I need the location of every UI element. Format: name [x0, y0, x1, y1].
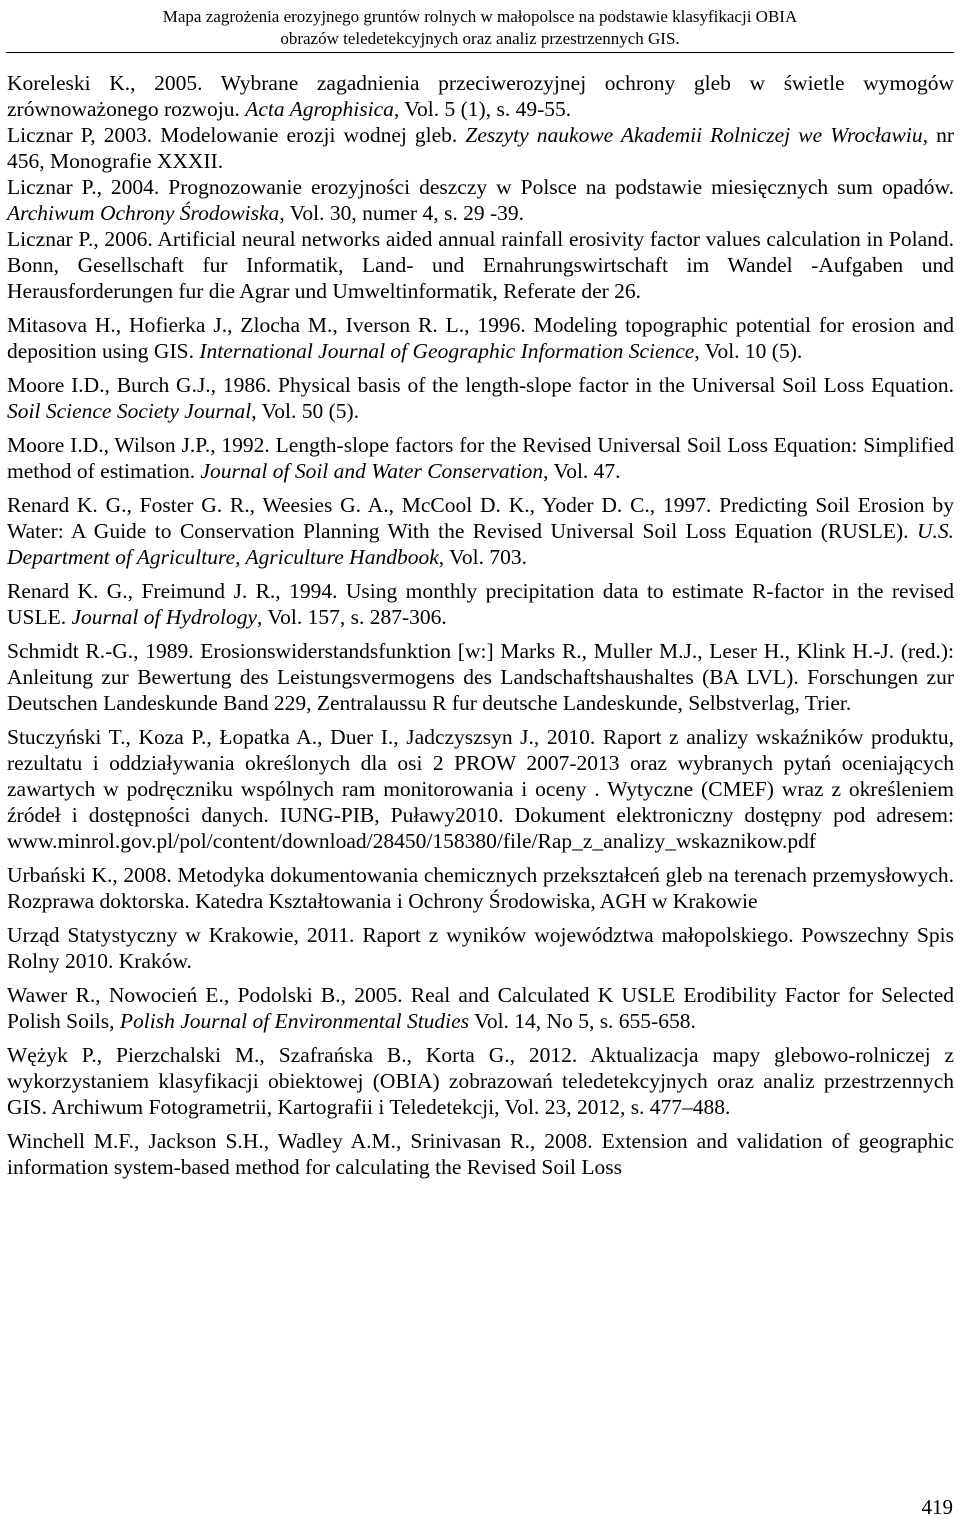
reference-source: Journal of Soil and Water Conservation: [200, 459, 544, 483]
reference-details: , Vol. 703.: [438, 545, 527, 569]
reference-text: Mitasova H., Hofierka J., Zlocha M., Iverson R. L., 1996. Modeling topographic potential for erosion and deposition using GIS.: [7, 313, 954, 363]
reference-details: , Vol. 50 (5).: [251, 399, 360, 423]
reference-details: , Vol. 10 (5).: [694, 339, 803, 363]
reference-item: [7, 1128, 954, 1180]
reference-details: , Vol. 47.: [543, 459, 621, 483]
reference-text: Urbański K., 2008. Metodyka dokumentowania chemicznych przekształceń gleb na terenach przemysłowych. Rozprawa doktorska. Katedra Kształtowania i Ochrony Środowiska, AGH w Krakowie: [7, 863, 954, 913]
reference-item: [7, 226, 954, 304]
reference-item: [7, 174, 954, 226]
reference-item: [7, 982, 954, 1034]
reference-item: [7, 312, 954, 364]
reference-text: Renard K. G., Freimund J. R., 1994. Using monthly precipitation data to estimate R-factor in the revised USLE.: [7, 579, 954, 629]
reference-source: Polish Journal of Environmental Studies: [119, 1009, 470, 1033]
page-number: 419: [921, 1495, 953, 1519]
running-header: [0, 6, 960, 50]
reference-item: [7, 492, 954, 570]
reference-details: , nr 456, Monografie XXXII.: [7, 123, 954, 173]
reference-item: [7, 724, 954, 854]
reference-text: Wawer R., Nowocień E., Podolski B., 2005. Real and Calculated K USLE Erodibility Factor for Selected Polish Soils,: [7, 983, 954, 1033]
reference-item: [7, 70, 954, 122]
reference-text: Urząd Statystyczny w Krakowie, 2011. Raport z wyników województwa małopolskiego. Powszechny Spis Rolny 2010. Kraków.: [7, 923, 954, 973]
reference-item: [7, 432, 954, 484]
reference-text: Moore I.D., Burch G.J., 1986. Physical basis of the length-slope factor in the Universal Soil Loss Equation.: [7, 373, 954, 397]
reference-source: U.S. Department of Agriculture, Agriculture Handbook: [7, 519, 954, 569]
reference-source: Archiwum Ochrony Środowiska: [7, 201, 280, 225]
reference-text: Wężyk P., Pierzchalski M., Szafrańska B., Korta G., 2012. Aktualizacja mapy glebowo-rolniczej z wykorzystaniem klasyfikacji obiektowej (OBIA) zobrazowań teledetekcyjnych oraz analiz przestrzennych GIS. Archiwum Fotogrametrii, Kartografii i Teledetekcji, Vol. 23, 2012, s. 477–488.: [7, 1043, 954, 1119]
reference-item: [7, 578, 954, 630]
reference-text: Winchell M.F., Jackson S.H., Wadley A.M., Srinivasan R., 2008. Extension and validation of geographic information system-based method for calculating the Revised Soil Loss: [7, 1129, 954, 1179]
reference-item: [7, 922, 954, 974]
reference-details: , Vol. 30, numer 4, s. 29 -39.: [279, 201, 524, 225]
reference-item: [7, 1042, 954, 1120]
reference-text: Licznar P., 2004. Prognozowanie erozyjności deszczy w Polsce na podstawie miesięcznych sum opadów.: [7, 175, 954, 199]
reference-item: [7, 638, 954, 716]
reference-list: [7, 70, 954, 1188]
reference-item: [7, 862, 954, 914]
reference-details: , Vol. 157, s. 287-306.: [257, 605, 447, 629]
header-divider: [6, 52, 954, 53]
reference-text: Schmidt R.-G., 1989. Erosionswiderstandsfunktion [w:] Marks R., Muller M.J., Leser H., Klink H.-J. (red.): Anleitung zur Bewertung des Leistungsvermogens des Landschaftshaushaltes (BA LVL). Forschungen zur Deutschen Landeskunde Band 229, Zentralaussu R fur deutsche Landeskunde, Selbstverlag, Trier.: [7, 639, 954, 715]
running-header-line-2: obrazów teledetekcyjnych oraz analiz przestrzennych GIS.: [280, 29, 680, 48]
reference-source: Acta Agrophisica: [245, 97, 394, 121]
reference-source: Soil Science Society Journal: [7, 399, 252, 423]
running-header-line-1: Mapa zagrożenia erozyjnego gruntów rolnych w małopolsce na podstawie klasyfikacji OBIA: [162, 7, 798, 26]
reference-text: Renard K. G., Foster G. R., Weesies G. A., McCool D. K., Yoder D. C., 1997. Predicting Soil Erosion by Water: A Guide to Conservation Planning With the Revised Universal Soil Loss Equation (RUSLE).: [7, 493, 954, 543]
reference-source: Journal of Hydrology: [71, 605, 258, 629]
reference-text: Stuczyński T., Koza P., Łopatka A., Duer I., Jadczyszsyn J., 2010. Raport z analizy wskaźników produktu, rezultatu i oddziaływania określonych dla osi 2 PROW 2007-2013 oraz wybranych pytań oceniających zawartych w podręczniku wspólnych ram monitorowania i oceny . Wytyczne (CMEF) wraz z określeniem źródeł i dostępności danych. IUNG-PIB, Puławy2010. Dokument elektroniczny dostępny pod adresem: www.minrol.gov.pl/pol/content/download/28450/158380/file/Rap_z_analizy_wskaznikow.pdf: [7, 725, 954, 853]
reference-text: Moore I.D., Wilson J.P., 1992. Length-slope factors for the Revised Universal Soil Loss Equation: Simplified method of estimation.: [7, 433, 954, 483]
reference-details: Vol. 14, No 5, s. 655-658.: [469, 1009, 696, 1033]
reference-text: Koreleski K., 2005. Wybrane zagadnienia przeciwerozyjnej ochrony gleb w świetle wymogów zrównoważonego rozwoju.: [7, 71, 954, 121]
reference-item: [7, 372, 954, 424]
reference-source: Zeszyty naukowe Akademii Rolniczej we Wrocławiu: [465, 123, 923, 147]
reference-text: Licznar P, 2003. Modelowanie erozji wodnej gleb.: [7, 123, 466, 147]
reference-details: , Vol. 5 (1), s. 49-55.: [393, 97, 572, 121]
reference-source: International Journal of Geographic Information Science: [199, 339, 695, 363]
reference-item: [7, 122, 954, 174]
reference-text: Licznar P., 2006. Artificial neural networks aided annual rainfall erosivity factor values calculation in Poland. Bonn, Gesellschaft fur Informatik, Land- und Ernahrungswirtschaft im Wandel -Aufgaben und Herausforderungen fur die Agrar und Umweltinformatik, Referate der 26.: [7, 227, 954, 303]
